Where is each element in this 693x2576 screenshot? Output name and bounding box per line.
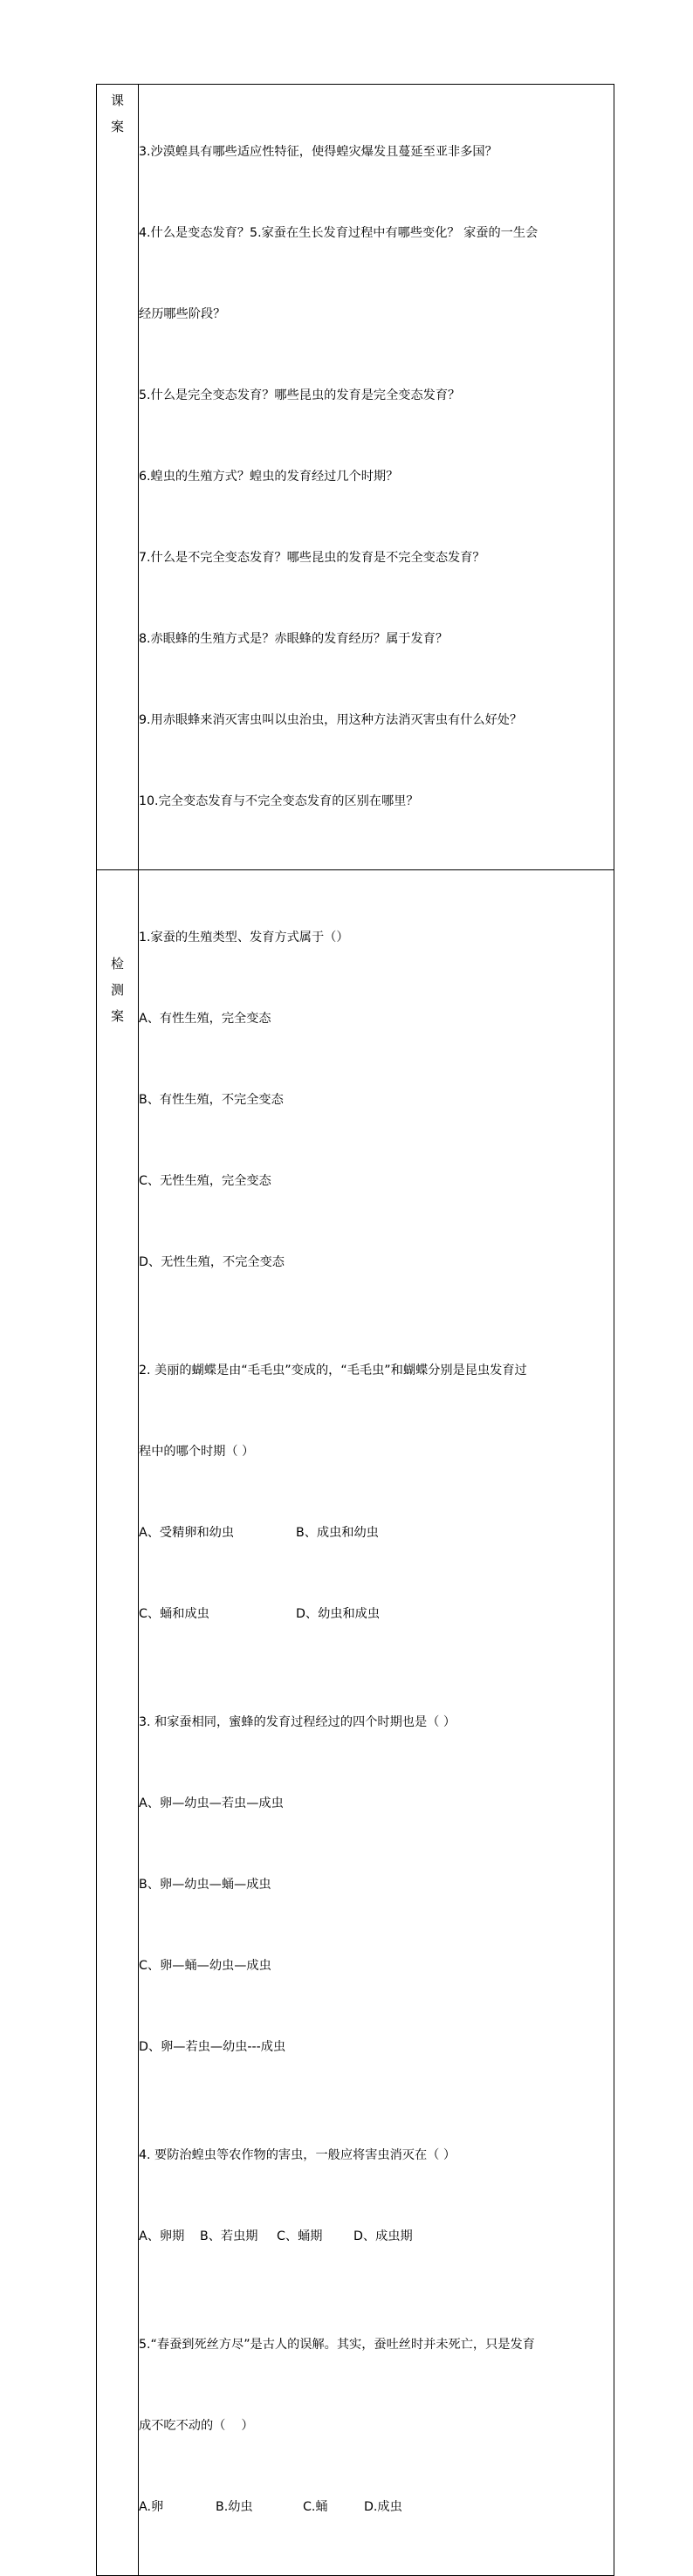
question-stem: 3. 和家蚕相同，蜜蜂的发育过程经过的四个时期也是（ ） bbox=[139, 1715, 456, 1729]
question-stem: 程中的哪个时期（ ） bbox=[139, 1445, 255, 1459]
lesson-question: 6.蝗虫的生殖方式？蝗虫的发育经过几个时期？ bbox=[139, 470, 399, 484]
lesson-question: 3.沙漠蝗具有哪些适应性特征，使得蝗灾爆发且蔓延至亚非多国？ bbox=[139, 145, 497, 159]
answer-option: A、卵期 bbox=[139, 2229, 185, 2243]
question-stem: 2. 美丽的蝴蝶是由“毛毛虫”变成的，“毛毛虫”和蝴蝶分别是昆虫发育过 bbox=[139, 1364, 527, 1377]
answer-option: C、无性生殖，完全变态 bbox=[139, 1174, 271, 1188]
option-row bbox=[139, 1601, 614, 1628]
test-label-char: 测 bbox=[110, 982, 124, 998]
question-stem: 成不吃不动的（ ） bbox=[139, 2419, 254, 2433]
question-stem: 5.“春蚕到死丝方尽”是古人的误解。其实，蚕吐丝时并未死亡，只是发育 bbox=[139, 2338, 535, 2352]
answer-option: B、卵—幼虫—蛹—成虫 bbox=[139, 1878, 271, 1892]
answer-option: D、成虫期 bbox=[353, 2229, 413, 2243]
option-row bbox=[139, 1520, 614, 1547]
answer-option: B、若虫期 bbox=[200, 2229, 258, 2243]
test-row bbox=[97, 870, 614, 2576]
lesson-question: 10.完全变态发育与不完全变态发育的区别在哪里？ bbox=[139, 794, 419, 808]
test-label-char: 检 bbox=[110, 956, 124, 972]
lesson-question: 经历哪些阶段？ bbox=[139, 307, 226, 321]
lesson-plan-label-cell bbox=[97, 85, 139, 870]
answer-option: C.蛹 bbox=[303, 2500, 328, 2514]
option-row bbox=[139, 2223, 614, 2250]
answer-option: D、幼虫和成虫 bbox=[296, 1607, 381, 1621]
answer-option: A、卵—幼虫—若虫—成虫 bbox=[139, 1796, 284, 1810]
test-label-char: 案 bbox=[110, 1008, 124, 1024]
lesson-question: 9.用赤眼蜂来消灭害虫叫以虫治虫，用这种方法消灭害虫有什么好处？ bbox=[139, 713, 523, 727]
lesson-plan-label-char: 案 bbox=[110, 119, 124, 134]
test-questions bbox=[139, 870, 614, 2576]
lesson-question: 7.什么是不完全变态发育？哪些昆虫的发育是不完全变态发育？ bbox=[139, 551, 485, 565]
lesson-plan-questions bbox=[139, 85, 614, 870]
answer-option: A、受精卵和幼虫 bbox=[139, 1526, 235, 1540]
answer-option: D、无性生殖，不完全变态 bbox=[139, 1255, 285, 1269]
answer-option: B、成虫和幼虫 bbox=[296, 1526, 379, 1540]
lesson-plan-row bbox=[97, 85, 614, 870]
worksheet-table bbox=[96, 84, 614, 2576]
answer-option: C、卵—蛹—幼虫—成虫 bbox=[139, 1959, 271, 1973]
lesson-question: 4.什么是变态发育？5.家蚕在生长发育过程中有哪些变化？ 家蚕的一生会 bbox=[139, 226, 539, 240]
option-row bbox=[139, 2494, 614, 2521]
question-stem: 1.家蚕的生殖类型、发育方式属于（） bbox=[139, 931, 349, 945]
answer-option: C、蛹和成虫 bbox=[139, 1607, 209, 1621]
answer-option: A.卵 bbox=[139, 2500, 164, 2514]
answer-option: A、有性生殖，完全变态 bbox=[139, 1012, 271, 1026]
lesson-question: 8.赤眼蜂的生殖方式是？赤眼蜂的发育经历？属于发育？ bbox=[139, 632, 449, 646]
answer-option: B、有性生殖，不完全变态 bbox=[139, 1093, 284, 1107]
answer-option: D.成虫 bbox=[364, 2500, 402, 2514]
lesson-question: 5.什么是完全变态发育？哪些昆虫的发育是完全变态发育？ bbox=[139, 388, 461, 402]
test-label-cell bbox=[97, 870, 139, 2576]
question-stem: 4. 要防治蝗虫等农作物的害虫，一般应将害虫消灭在（ ） bbox=[139, 2148, 456, 2162]
answer-option: D、卵—若虫—幼虫---成虫 bbox=[139, 2040, 286, 2054]
answer-option: B.幼虫 bbox=[216, 2500, 253, 2514]
answer-option: C、蛹期 bbox=[277, 2229, 323, 2243]
lesson-plan-label-char: 课 bbox=[110, 93, 124, 108]
